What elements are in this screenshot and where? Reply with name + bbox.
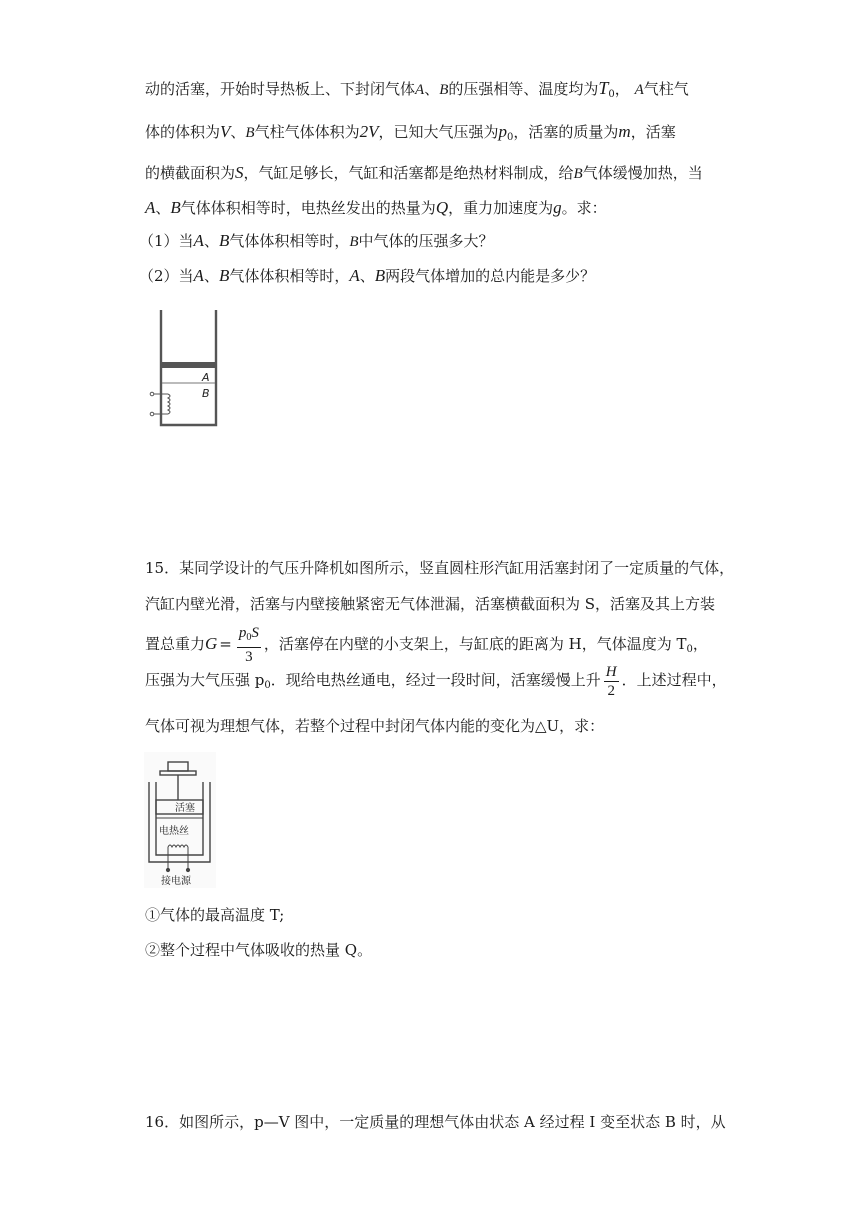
equals: = [219,635,232,653]
text: 气体缓慢加热，当 [582,164,703,182]
text: 。求： [561,199,607,217]
label-b: B [202,387,210,400]
p14-line-4 [145,196,607,220]
p14-line-2 [145,120,676,150]
text: ，活塞停在内壁的小支架上，与缸底的距离为 H，气体温度为 T [263,635,687,653]
text: 、 [155,199,171,217]
var-a: A [634,82,644,98]
p15-line-2 [145,592,715,616]
label-piston: 活塞 [175,803,195,814]
text: ，重力加速度为 [448,199,554,217]
var-g: g [553,198,562,217]
text: 中气体的压强多大？ [358,232,494,250]
text: ， [614,80,630,98]
var-g: G [205,634,218,653]
p14-question-2 [139,264,595,288]
text: 气体体积相等时， [229,232,350,250]
var-2v: 2V [359,122,379,141]
var-m: m [618,122,631,141]
subscript: 0 [686,644,693,655]
text: 16．如图所示，p—V 图中，一定质量的理想气体由状态 A 经过程 I 变至状态 B 时，从 [145,1113,726,1131]
var-b: B [245,125,255,141]
var-v: V [220,122,231,141]
var-a: A [193,231,204,250]
p15-line-1 [145,556,734,580]
text: ， [692,635,708,653]
var-a: A [415,82,425,98]
var-q: Q [435,198,449,217]
text: （1）当 [139,232,194,250]
text: 气体可视为理想气体，若整个过程中封闭气体内能的变化为△U，求： [145,717,605,735]
var-b: B [439,82,449,98]
text: ②整个过程中气体吸收的热量 Q。 [145,941,373,959]
label-heating-wire: 电热丝 [159,826,189,837]
p14-cylinder-figure [140,308,230,430]
text: ．现给电热丝通电，经过一段时间，活塞缓慢上升 [270,671,601,689]
text: （2）当 [139,267,194,285]
p14-question-1 [139,229,494,254]
numerator: H [605,663,617,680]
label-power-source: 接电源 [161,876,191,887]
subscript: 0 [264,680,271,691]
var-a: A [349,266,360,285]
var-p: p [498,122,508,141]
var-a: A [193,266,204,285]
text: 的横截面积为 [145,164,236,182]
label-a: A [202,371,210,384]
subscript: 0 [608,89,615,100]
text: 气柱气 [643,80,689,98]
text: 置总重力 [145,635,206,653]
var-p: p [238,625,247,641]
text: 、 [359,267,375,285]
var-b: B [218,266,230,285]
text: 汽缸内壁光滑，活塞与内壁接触紧密无气体泄漏，活塞横截面积为 S，活塞及其上方装 [145,595,716,613]
text: 两段气体增加的总内能是多少？ [385,267,596,285]
text: ，气缸足够长，气缸和活塞都是绝热材料制成，给 [243,164,574,182]
p14-line-1 [145,76,689,107]
fraction-h-over-2 [604,663,619,700]
p15-line-4 [145,660,727,706]
figure-background [144,752,216,888]
p15-lift-figure [144,752,216,888]
subscript: 0 [507,132,514,143]
text: ①气体的最高温度 T; [145,906,285,924]
var-b: B [218,231,230,250]
var-t: T [598,78,609,98]
text: 15．某同学设计的气压升降机如图所示，竖直圆柱形汽缸用活塞封闭了一定质量的气体， [145,559,735,577]
var-b: B [170,198,181,217]
text: 气体体积相等时， [229,267,350,285]
text: 压强为大气压强 p [145,671,265,689]
piston [162,362,215,368]
var-b: B [573,166,583,182]
text: 气柱气体体积为 [254,123,360,141]
p14-line-3 [145,161,703,186]
p15-line-5 [145,714,604,738]
text: 体的体积为 [145,123,221,141]
var-s: S [235,163,244,182]
text: 动的活塞，开始时导热板上、下封闭气体 [145,80,416,98]
denominator: 3 [237,647,261,666]
p16-line-1 [145,1110,726,1134]
var-b: B [349,234,359,250]
p15-ask-2 [145,938,372,962]
text: ，已知大气压强为 [378,123,499,141]
subscript: 0 [246,632,252,643]
var-b: B [374,266,386,285]
text: 、 [424,80,440,98]
text: ．上述过程中， [621,671,727,689]
text: 的压强相等、温度均为 [448,80,599,98]
numerator [237,624,261,647]
text: 、 [203,267,219,285]
text: 、 [230,123,246,141]
text: ，活塞 [630,123,676,141]
p15-ask-1 [145,903,284,927]
text: 气体体积相等时，电热丝发出的热量为 [180,199,436,217]
text: ，活塞的质量为 [513,123,619,141]
denominator: 2 [604,681,619,700]
var-s: S [251,625,259,641]
text: 、 [203,232,219,250]
var-a: A [145,198,156,217]
